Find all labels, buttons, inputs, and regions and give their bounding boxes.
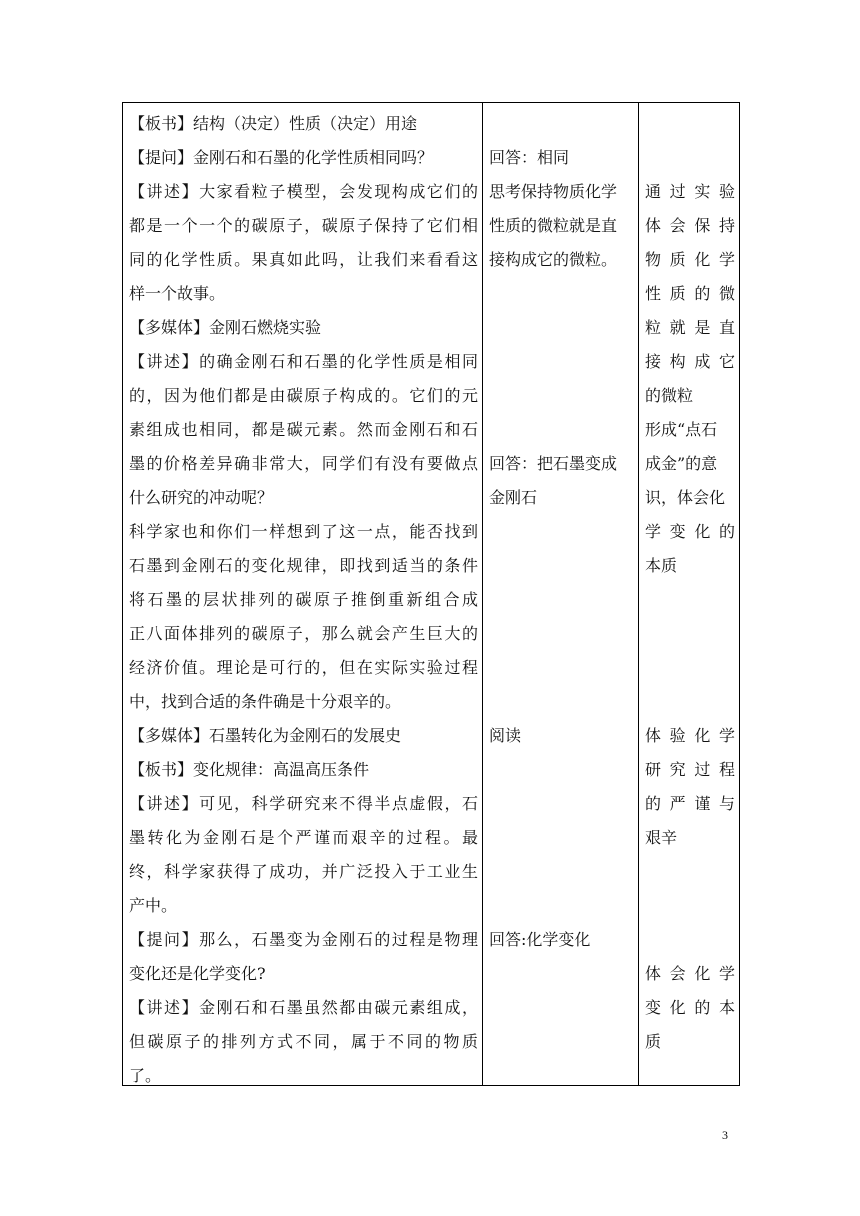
text-line: 通过实验 — [645, 182, 735, 201]
text-line: 中，找到合适的条件确是十分艰辛的。 — [129, 692, 402, 711]
text-line: 【讲述】金刚石和石墨虽然都由碳元素组成， — [129, 998, 478, 1017]
text-line: 经济价值。理论是可行的，但在实际实验过程 — [129, 658, 478, 677]
student-activity-cell — [483, 103, 639, 1086]
text-line: 研究过程 — [645, 760, 735, 779]
text-line: 回答：相同 — [489, 148, 570, 167]
text-line: 思考保持物质化学 — [489, 182, 618, 201]
text-line: 体会保持 — [645, 216, 735, 235]
teacher-activity-cell — [123, 103, 483, 1086]
table-row — [123, 103, 740, 1086]
text-line: 变化的本 — [645, 998, 735, 1017]
design-intent-cell — [639, 103, 740, 1086]
text-line: 成金”的意 — [645, 454, 718, 473]
text-line: 本质 — [645, 556, 678, 575]
text-line: 变化还是化学变化? — [129, 964, 266, 983]
text-line: 墨转化为金刚石是个严谨而艰辛的过程。最 — [129, 828, 478, 847]
text-line: 的，因为他们都是由碳原子构成的。它们的元 — [129, 386, 478, 405]
lesson-table — [122, 102, 740, 1086]
text-line: 识，体会化 — [645, 488, 726, 507]
text-line: 【多媒体】石墨转化为金刚石的发展史 — [129, 726, 402, 745]
text-line: 产中。 — [129, 896, 178, 915]
page-number: 3 — [722, 1128, 728, 1142]
text-line: 石墨到金刚石的变化规律，即找到适当的条件 — [129, 556, 478, 575]
text-line: 金刚石 — [489, 488, 538, 507]
text-line: 接构成它的微粒。 — [489, 250, 618, 269]
text-line: 【讲述】可见，科学研究来不得半点虚假，石 — [129, 794, 478, 813]
text-line: 样一个故事。 — [129, 284, 226, 303]
text-line: 【板书】结构（决定）性质（决定）用途 — [129, 114, 418, 133]
text-line: 墨的价格差异确非常大，同学们有没有要做点 — [129, 454, 478, 473]
text-line: 回答：把石墨变成 — [489, 454, 618, 473]
text-line: 学变化的 — [645, 522, 735, 541]
text-line: 了。 — [129, 1066, 162, 1085]
text-line: 回答:化学变化 — [489, 930, 591, 949]
text-line: 的严谨与 — [645, 794, 735, 813]
text-line: 正八面体排列的碳原子，那么就会产生巨大的 — [129, 624, 478, 643]
text-line: 素组成也相同，都是碳元素。然而金刚石和石 — [129, 420, 478, 439]
text-line: 形成“点石 — [645, 420, 718, 439]
text-line: 都是一个一个的碳原子，碳原子保持了它们相 — [129, 216, 478, 235]
text-line: 但碳原子的排列方式不同，属于不同的物质 — [129, 1032, 478, 1051]
text-line: 阅读 — [489, 726, 522, 745]
text-line: 科学家也和你们一样想到了这一点，能否找到 — [129, 522, 478, 541]
text-line: 【提问】那么，石墨变为金刚石的过程是物理 — [129, 930, 478, 949]
text-line: 质 — [645, 1032, 662, 1051]
text-line: 【提问】金刚石和石墨的化学性质相同吗？ — [129, 148, 434, 167]
text-line: 的微粒 — [645, 386, 694, 405]
text-line: 终，科学家获得了成功，并广泛投入于工业生 — [129, 862, 478, 881]
text-line: 接构成它 — [645, 352, 735, 371]
text-line: 【板书】变化规律：高温高压条件 — [129, 760, 370, 779]
text-line: 物质化学 — [645, 250, 735, 269]
text-line: 艰辛 — [645, 828, 678, 847]
text-line: 【讲述】的确金刚石和石墨的化学性质是相同 — [129, 352, 478, 371]
text-line: 性质的微粒就是直 — [489, 216, 618, 235]
text-line: 性质的微 — [645, 284, 735, 303]
text-line: 粒就是直 — [645, 318, 735, 337]
text-line: 【讲述】大家看粒子模型，会发现构成它们的 — [129, 182, 478, 201]
text-line: 体会化学 — [645, 964, 735, 983]
text-line: 同的化学性质。果真如此吗，让我们来看看这 — [129, 250, 478, 269]
text-line: 【多媒体】金刚石燃烧实验 — [129, 318, 322, 337]
text-line: 什么研究的冲动呢？ — [129, 488, 274, 507]
text-line: 体验化学 — [645, 726, 735, 745]
text-line: 将石墨的层状排列的碳原子推倒重新组合成 — [129, 590, 478, 609]
